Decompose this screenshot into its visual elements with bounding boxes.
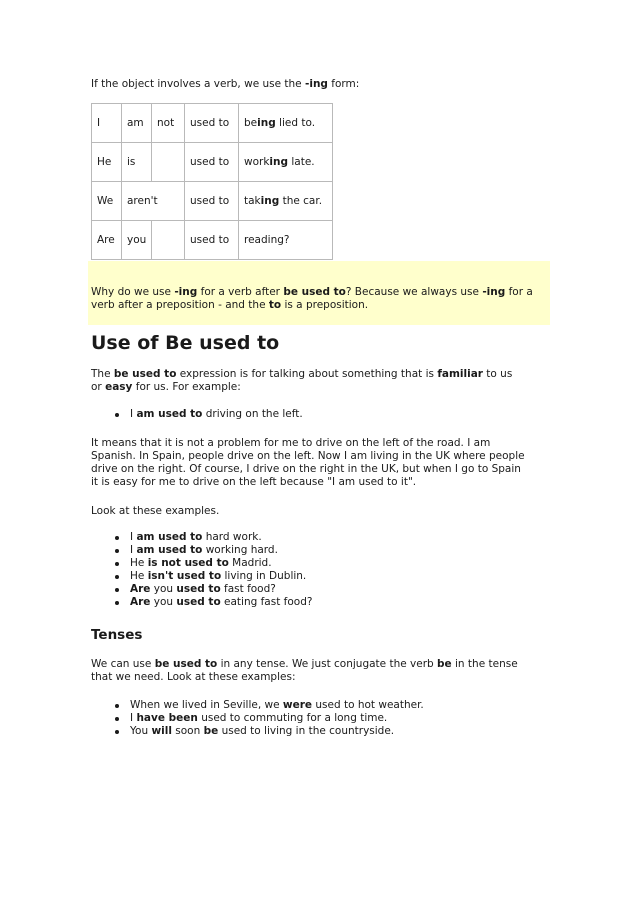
list-item: You will soon be used to living in the countryside.	[91, 725, 424, 738]
bullet-icon	[115, 717, 119, 721]
bullet-icon	[115, 730, 119, 734]
intro-text: If the object involves a verb, we use the -ing form:	[91, 78, 360, 90]
paragraph: We can use be used to in any tense. We just conjugate the verb be in the tense that we need. Look at these examples:	[91, 658, 518, 683]
section-heading-use-of-be-used-to: Use of Be used to	[91, 332, 280, 354]
bullet-icon	[115, 704, 119, 708]
table-cell: reading?	[239, 221, 333, 260]
table-cell: am	[122, 104, 152, 143]
example-list	[91, 408, 303, 421]
table-cell: We	[92, 182, 122, 221]
list-item: Are you used to eating fast food?	[91, 596, 312, 609]
table-cell: I	[92, 104, 122, 143]
table-cell: used to	[185, 221, 239, 260]
table-row	[92, 221, 333, 260]
table-cell: working late.	[239, 143, 333, 182]
table-cell: taking the car.	[239, 182, 333, 221]
list-item: Are you used to fast food?	[91, 583, 312, 596]
table-cell: used to	[185, 182, 239, 221]
table-cell: you	[122, 221, 152, 260]
table-cell: is	[122, 143, 152, 182]
table-row	[92, 143, 333, 182]
section-heading-tenses: Tenses	[91, 627, 143, 643]
table-cell: Are	[92, 221, 122, 260]
bullet-icon	[115, 601, 119, 605]
paragraph: The be used to expression is for talking about something that is familiar to us or easy for us. For example:	[91, 368, 513, 393]
table-cell	[152, 221, 185, 260]
list-item: I have been used to commuting for a long time.	[91, 712, 424, 725]
list-item: I am used to hard work.	[91, 531, 312, 544]
list-item: He isn't used to living in Dublin.	[91, 570, 312, 583]
table-cell: aren't	[122, 182, 185, 221]
table-cell: He	[92, 143, 122, 182]
bullet-icon	[115, 562, 119, 566]
bullet-icon	[115, 536, 119, 540]
list-item: When we lived in Seville, we were used to hot weather.	[91, 699, 424, 712]
table-row	[92, 104, 333, 143]
bullet-icon	[115, 413, 119, 417]
table-row	[92, 182, 333, 221]
bullet-icon	[115, 575, 119, 579]
list-item: I am used to driving on the left.	[91, 408, 303, 421]
table-cell	[152, 143, 185, 182]
bullet-icon	[115, 549, 119, 553]
examples-list	[91, 531, 312, 609]
list-item: He is not used to Madrid.	[91, 557, 312, 570]
table-cell: used to	[185, 143, 239, 182]
paragraph: Look at these examples.	[91, 505, 220, 517]
table-cell: being lied to.	[239, 104, 333, 143]
used-to-ing-table	[91, 103, 333, 260]
callout-text: Why do we use -ing for a verb after be used to? Because we always use -ing for a verb after a preposition - and the to is a preposition.	[91, 286, 533, 311]
bullet-icon	[115, 588, 119, 592]
list-item: I am used to working hard.	[91, 544, 312, 557]
table-cell: not	[152, 104, 185, 143]
paragraph: It means that it is not a problem for me to drive on the left of the road. I am Spanish. In Spain, people drive on the left. Now I am living in the UK where people drive on the right. Of course, I drive on the right in the UK, but when I go to Spain it is easy for me to drive on the left because "I am used to it".	[91, 437, 525, 488]
explanation-callout	[88, 261, 550, 325]
table-cell: used to	[185, 104, 239, 143]
tenses-examples-list	[91, 699, 424, 738]
